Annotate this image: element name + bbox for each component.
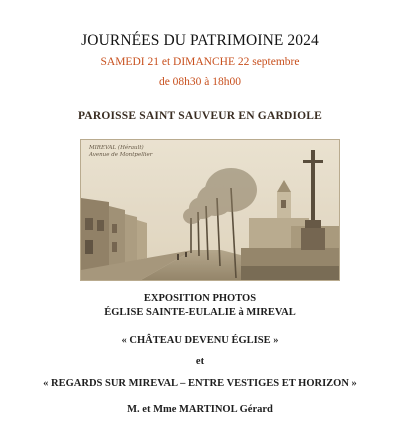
postcard-caption	[89, 145, 152, 159]
event-hours: de 08h30 à 18h00	[158, 76, 242, 88]
postcard-caption-line2: Avenue de Montpellier	[89, 152, 153, 158]
poster-title: JOURNÉES DU PATRIMOINE 2024	[81, 32, 319, 49]
exhibition-theme-2: « REGARDS SUR MIREVAL – ENTRE VESTIGES ET HORIZON »	[43, 378, 357, 389]
exhibition-location: ÉGLISE SAINTE-EULALIE à MIREVAL	[104, 307, 296, 318]
exhibition-connector: et	[195, 356, 205, 367]
exhibition-theme-1: « CHÂTEAU DEVENU ÉGLISE »	[121, 335, 279, 346]
exhibition-heading: EXPOSITION PHOTOS	[143, 293, 257, 304]
vintage-postcard-photo	[81, 140, 339, 280]
event-dates: SAMEDI 21 et DIMANCHE 22 septembre	[100, 56, 300, 68]
postcard-caption-line1: MIREVAL (Hérault)	[89, 145, 144, 151]
parish-name: PAROISSE SAINT SAUVEUR EN GARDIOLE	[77, 110, 323, 122]
exhibition-organizers: M. et Mme MARTINOL Gérard	[127, 404, 273, 415]
postcard-illustration	[81, 140, 339, 280]
